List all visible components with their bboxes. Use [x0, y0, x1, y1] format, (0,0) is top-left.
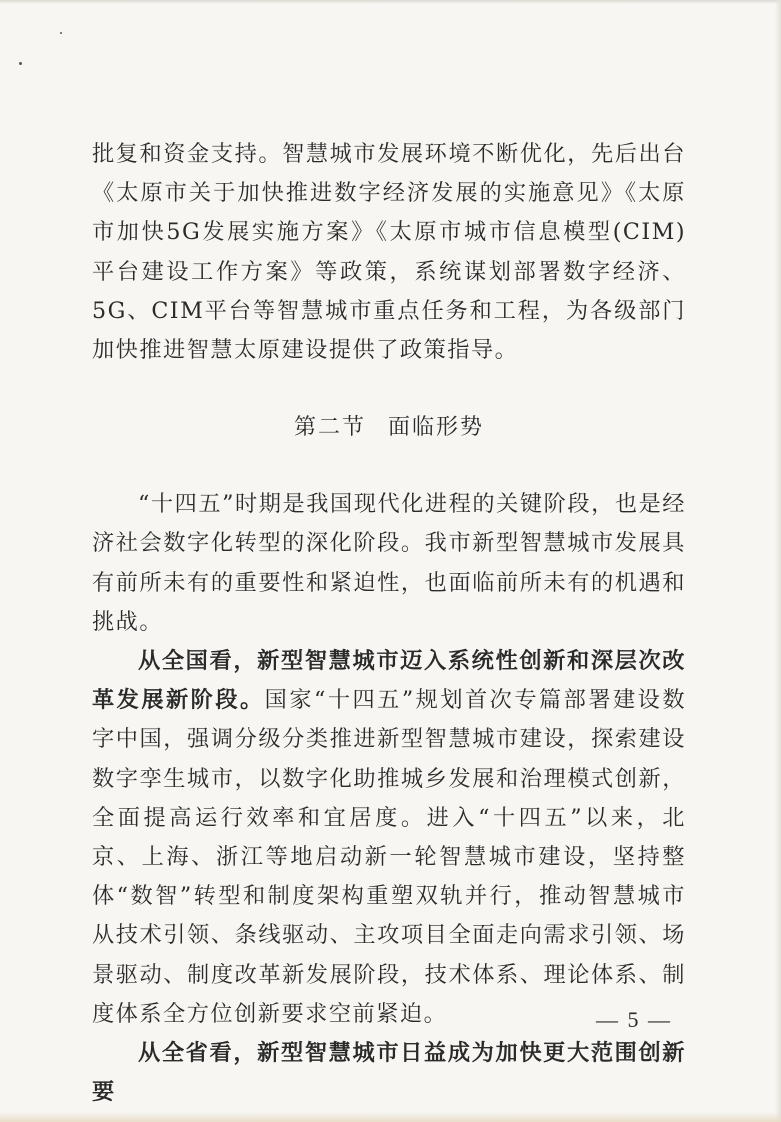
section-heading	[92, 408, 686, 448]
intro-paragraph: “十四五”时期是我国现代化进程的关键阶段，也是经济社会数字化转型的深化阶段。我市新型智慧城市发展具有前所未有的重要性和紧迫性，也面临前所未有的机遇和挑战。	[92, 491, 686, 635]
scan-edge-top	[0, 0, 781, 4]
national-paragraph	[92, 642, 686, 1034]
scan-edge-bottom	[0, 1112, 781, 1122]
provincial-paragraph	[92, 1034, 686, 1112]
section-number: 第二节	[293, 415, 366, 441]
continued-paragraph: 批复和资金支持。智慧城市发展环境不断优化，先后出台《太原市关于加快推进数字经济发展的实施意见》《太原市加快5G发展实施方案》《太原市城市信息模型(CIM)平台建设工作方案》等政策，系统谋划部署数字经济、5G、CIM平台等智慧城市重点任务和工程，为各级部门加快推进智慧太原建设提供了政策指导。	[92, 141, 686, 364]
page-body	[92, 135, 686, 1112]
page-number: — 5 —	[596, 1007, 672, 1032]
section-title: 面临形势	[388, 415, 485, 441]
national-lead: 从全国看，新型智慧城市迈入系统性创新和深层次改革发展新阶段。	[92, 648, 686, 714]
national-body: 国家“十四五”规划首次专篇部署建设数字中国，强调分级分类推进新型智慧城市建设，探索建设数字孪生城市，以数字化助推城乡发展和治理模式创新，全面提高运行效率和宜居度。进入“十四五”以来，北京、上海、浙江等地启动新一轮智慧城市建设，坚持整体“数智”转型和制度架构重塑双轨并行，推动智慧城市从技术引领、条线驱动、主攻项目全面走向需求引领、场景驱动、制度改革新发展阶段，技术体系、理论体系、制度体系全方位创新要求空前紧迫。	[92, 687, 687, 1027]
scan-speck	[60, 32, 62, 34]
scan-speck	[19, 62, 22, 65]
provincial-lead: 从全省看，新型智慧城市日益成为加快更大范围创新要	[92, 1040, 686, 1106]
scan-edge-right	[775, 0, 781, 1122]
